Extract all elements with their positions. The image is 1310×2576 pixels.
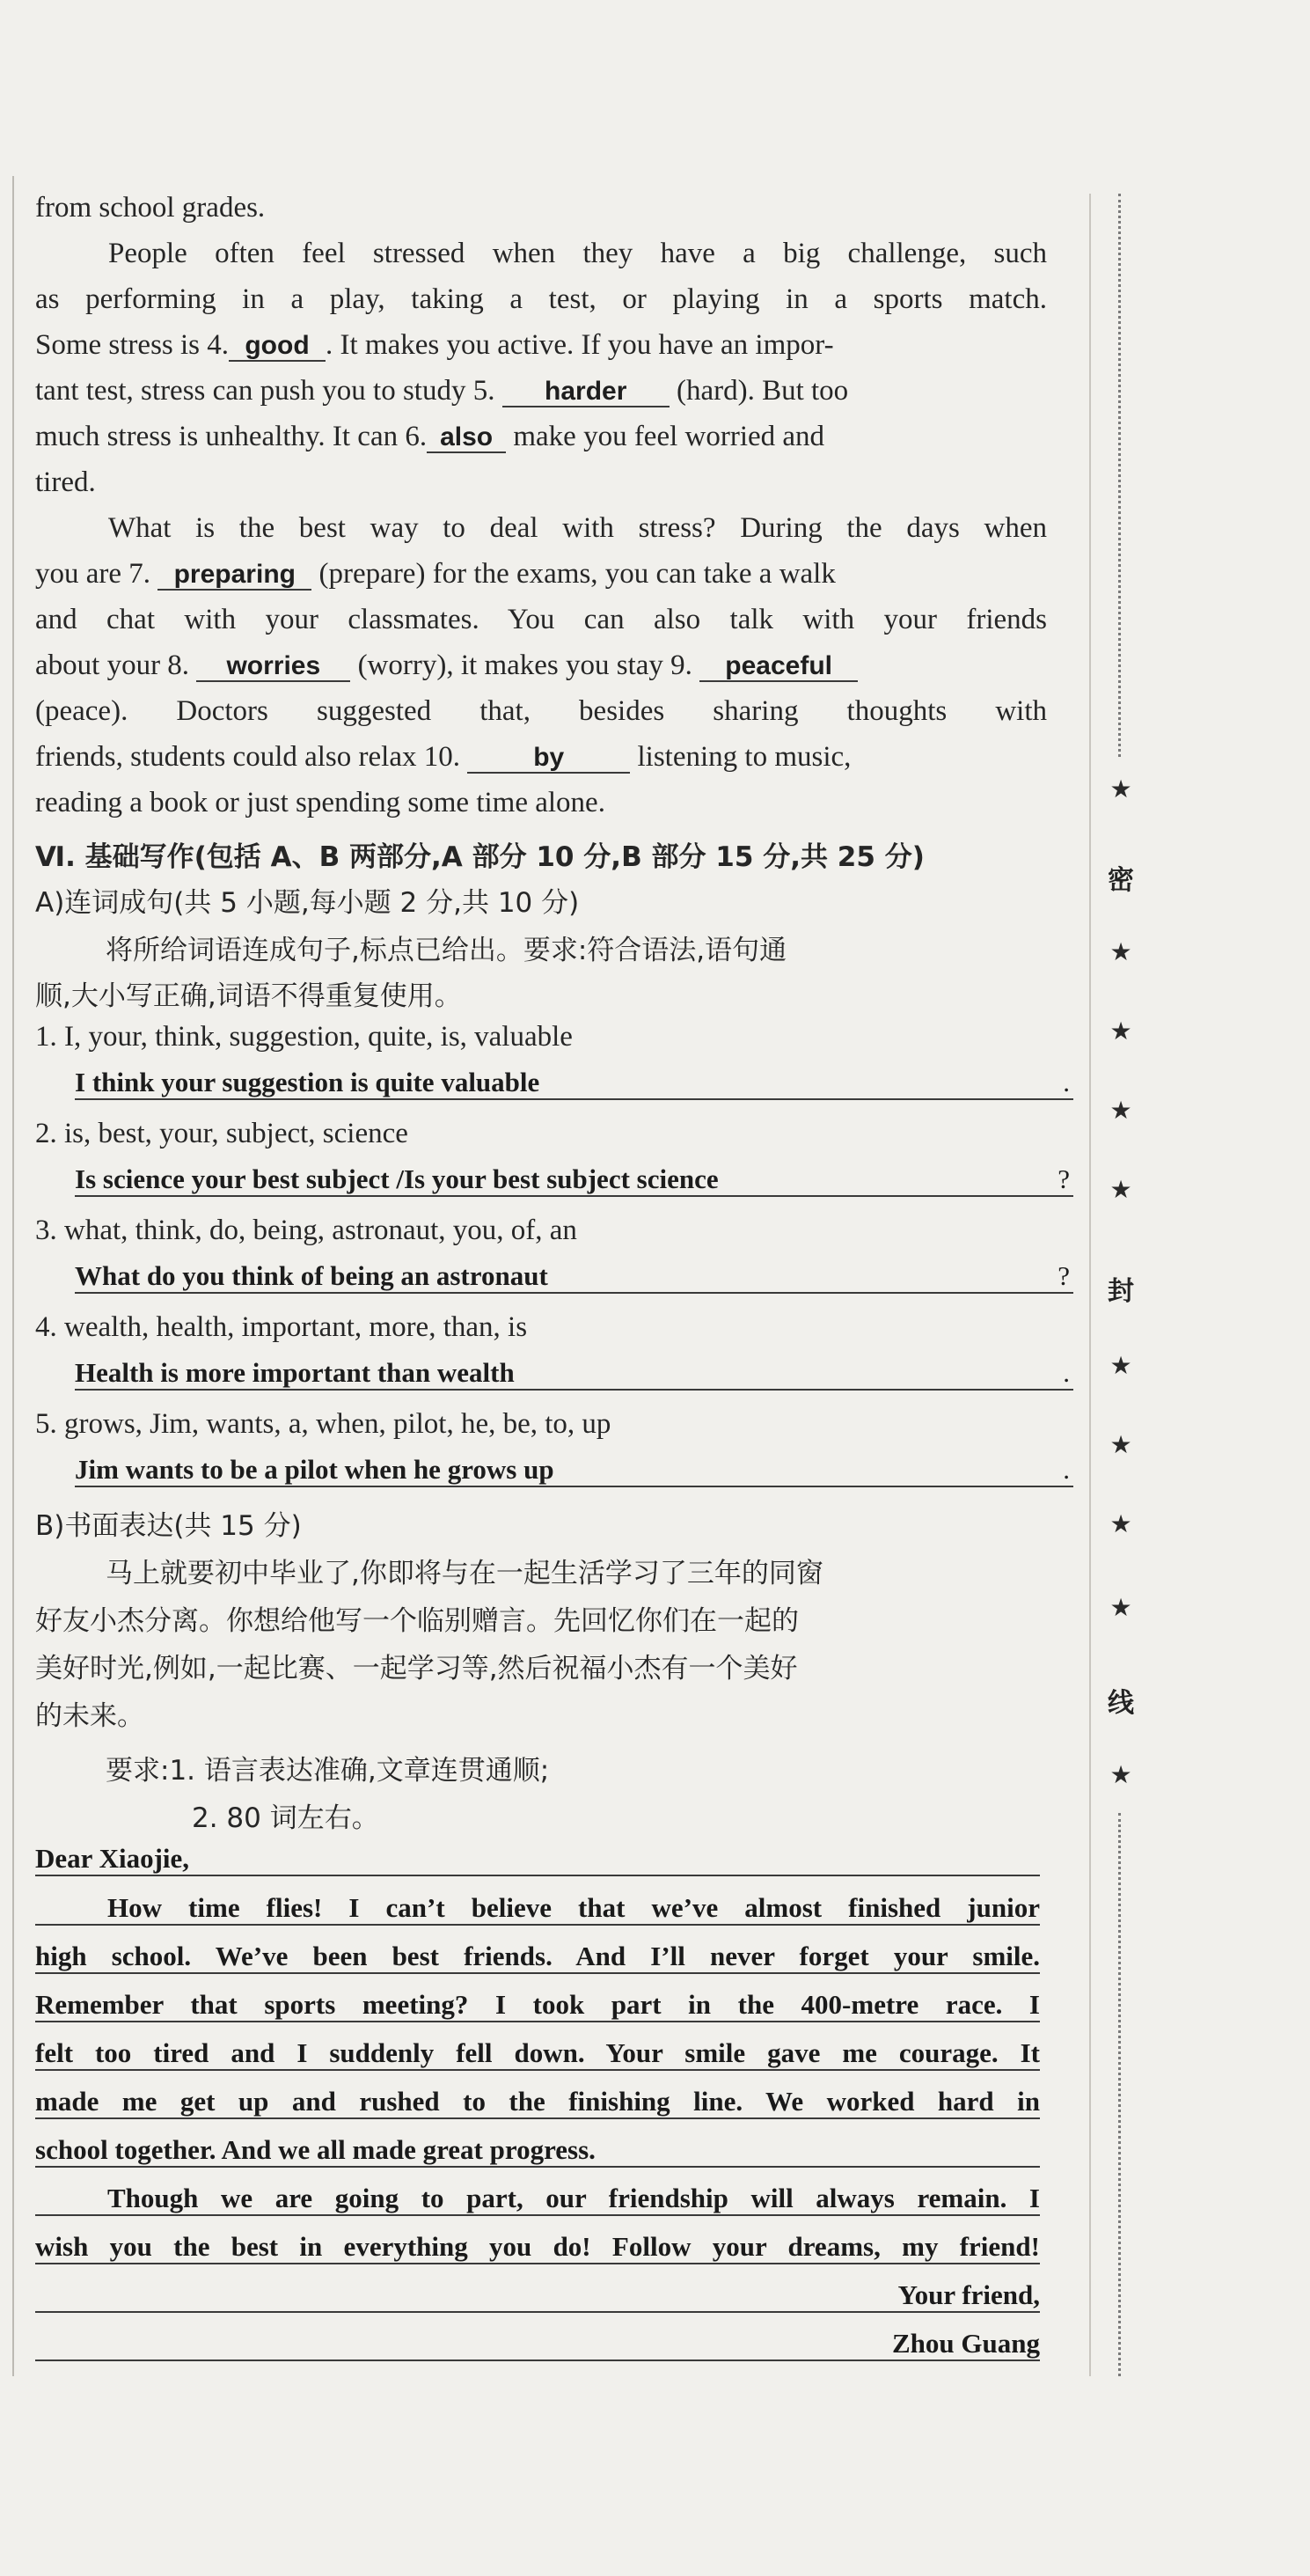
passage-text: friends, students could also relax 10.: [35, 741, 460, 773]
passage-text: (worry), it makes you stay 9.: [357, 650, 692, 681]
passage-text: . It makes you active. If you have an impor-: [326, 329, 834, 361]
essay-line: made me get up and rushed to the finishing line. We worked hard in: [35, 2086, 1040, 2119]
passage-line: reading a book or just spending some time alone.: [35, 787, 605, 818]
essay-salutation: Dear Xiaojie,: [35, 1843, 1040, 1876]
star-icon: ★: [1109, 1760, 1132, 1789]
question-prompt: 5. grows, Jim, wants, a, when, pilot, he, be, to, up: [35, 1408, 611, 1440]
dotted-divider: [1118, 1813, 1121, 2376]
answer-line: [75, 1260, 1073, 1294]
answer-line: [75, 1067, 1073, 1100]
passage-line: People often feel stressed when they have a big challenge, such: [108, 238, 1047, 269]
end-punctuation: .: [1063, 1357, 1070, 1388]
essay-line: high school. We’ve been best friends. And I’ll never forget your smile.: [35, 1941, 1040, 1974]
passage-line: [35, 650, 858, 682]
passage-text: (prepare) for the exams, you can take a walk: [318, 558, 836, 590]
passage-line: from school grades.: [35, 192, 266, 224]
essay-line: wish you the best in everything you do! Follow your dreams, my friend!: [35, 2231, 1040, 2264]
requirement: 要求:1. 语言表达准确,文章连贯通顺;: [106, 1755, 550, 1787]
passage-text: Some stress is 4.: [35, 329, 230, 361]
seal-line-margin: [1108, 194, 1134, 2376]
essay-signature: Zhou Guang: [35, 2328, 1040, 2361]
question-prompt: 2. is, best, your, subject, science: [35, 1118, 408, 1149]
end-punctuation: .: [1063, 1067, 1070, 1097]
end-punctuation: ?: [1058, 1260, 1070, 1291]
passage-line: [35, 741, 851, 774]
star-icon: ★: [1109, 1016, 1132, 1046]
part-b-prompt: 马上就要初中毕业了,你即将与在一起生活学习了三年的同窗: [106, 1558, 823, 1589]
end-punctuation: .: [1063, 1454, 1070, 1485]
part-b-prompt: 的未来。: [35, 1700, 144, 1732]
seal-label-mi: 密: [1108, 865, 1134, 896]
passage-line: What is the best way to deal with stress? During the days when: [108, 512, 1047, 544]
passage-text: make you feel worried and: [513, 421, 825, 452]
part-b-prompt: 好友小杰分离。你想给他写一个临别赠言。先回忆你们在一起的: [35, 1605, 799, 1637]
star-icon: ★: [1109, 1351, 1132, 1380]
essay-closing: Your friend,: [35, 2279, 1040, 2313]
answer-line: [75, 1357, 1073, 1391]
passage-line: (peace). Doctors suggested that, besides sharing thoughts with: [35, 695, 1047, 727]
passage-text: (hard). But too: [676, 375, 849, 407]
passage-line: as performing in a play, taking a test, or playing in a sports match.: [35, 283, 1047, 315]
star-icon: ★: [1109, 774, 1132, 804]
passage-line: tired.: [35, 466, 96, 498]
answer-line: [75, 1163, 1073, 1197]
part-a-instruction: 顺,大小写正确,词语不得重复使用。: [35, 980, 462, 1012]
answer-blank-6: also: [427, 423, 506, 453]
part-a-title: A)连词成句(共 5 小题,每小题 2 分,共 10 分): [35, 887, 580, 919]
essay-line: school together. And we all made great progress.: [35, 2134, 1040, 2168]
answer-text: What do you think of being an astronaut: [75, 1260, 548, 1291]
answer-text: Is science your best subject /Is your best subject science: [75, 1163, 719, 1194]
essay-line: How time flies! I can’t believe that we’ve almost finished junior: [35, 1892, 1040, 1926]
seal-label-xian: 线: [1108, 1688, 1134, 1719]
essay-line: felt too tired and I suddenly fell down. Your smile gave me courage. It: [35, 2037, 1040, 2071]
passage-line: and chat with your classmates. You can also talk with your friends: [35, 604, 1047, 635]
star-icon: ★: [1109, 1175, 1132, 1204]
dotted-divider: [1118, 194, 1121, 757]
star-icon: ★: [1109, 1430, 1132, 1459]
left-margin-rule: [12, 176, 14, 2376]
question-prompt: 3. what, think, do, being, astronaut, you, of, an: [35, 1215, 577, 1246]
answer-text: Health is more important than wealth: [75, 1357, 515, 1388]
passage-text: much stress is unhealthy. It can 6.: [35, 421, 428, 452]
passage-line: [35, 329, 834, 362]
passage-line: [35, 421, 824, 453]
star-icon: ★: [1109, 1593, 1132, 1622]
passage-text: you are 7.: [35, 558, 151, 590]
essay-line: Though we are going to part, our friendship will always remain. I: [35, 2183, 1040, 2216]
part-b-title: B)书面表达(共 15 分): [35, 1510, 302, 1542]
question-prompt: 1. I, your, think, suggestion, quite, is, valuable: [35, 1021, 573, 1053]
section-heading: Ⅵ. 基础写作(包括 A、B 两部分,A 部分 10 分,B 部分 15 分,共 25 分): [35, 841, 925, 873]
part-b-prompt: 美好时光,例如,一起比赛、一起学习等,然后祝福小杰有一个美好: [35, 1653, 798, 1684]
star-icon: ★: [1109, 1096, 1132, 1125]
answer-blank-8: worries: [196, 652, 350, 682]
essay-line: Remember that sports meeting? I took part in the 400-metre race. I: [35, 1989, 1040, 2022]
answer-blank-5: harder: [502, 378, 670, 407]
passage-line: [35, 558, 836, 591]
question-prompt: 4. wealth, health, important, more, than, is: [35, 1311, 528, 1343]
requirement: 2. 80 词左右。: [192, 1802, 379, 1834]
answer-line: [75, 1454, 1073, 1487]
seal-label-feng: 封: [1108, 1276, 1134, 1307]
answer-blank-4: good: [229, 332, 326, 362]
passage-line: [35, 375, 848, 407]
part-a-instruction: 将所给词语连成句子,标点已给出。要求:符合语法,语句通: [106, 935, 787, 966]
answer-blank-10: by: [467, 744, 630, 774]
answer-text: Jim wants to be a pilot when he grows up: [75, 1454, 554, 1485]
passage-text: about your 8.: [35, 650, 190, 681]
answer-blank-9: peaceful: [699, 652, 858, 682]
answer-text: I think your suggestion is quite valuable: [75, 1067, 540, 1097]
end-punctuation: ?: [1058, 1163, 1070, 1194]
star-icon: ★: [1109, 937, 1132, 966]
answer-blank-7: preparing: [157, 561, 311, 591]
star-icon: ★: [1109, 1509, 1132, 1538]
passage-text: listening to music,: [637, 741, 852, 773]
binding-margin-rule: [1089, 194, 1091, 2376]
passage-text: tant test, stress can push you to study 5.: [35, 375, 495, 407]
